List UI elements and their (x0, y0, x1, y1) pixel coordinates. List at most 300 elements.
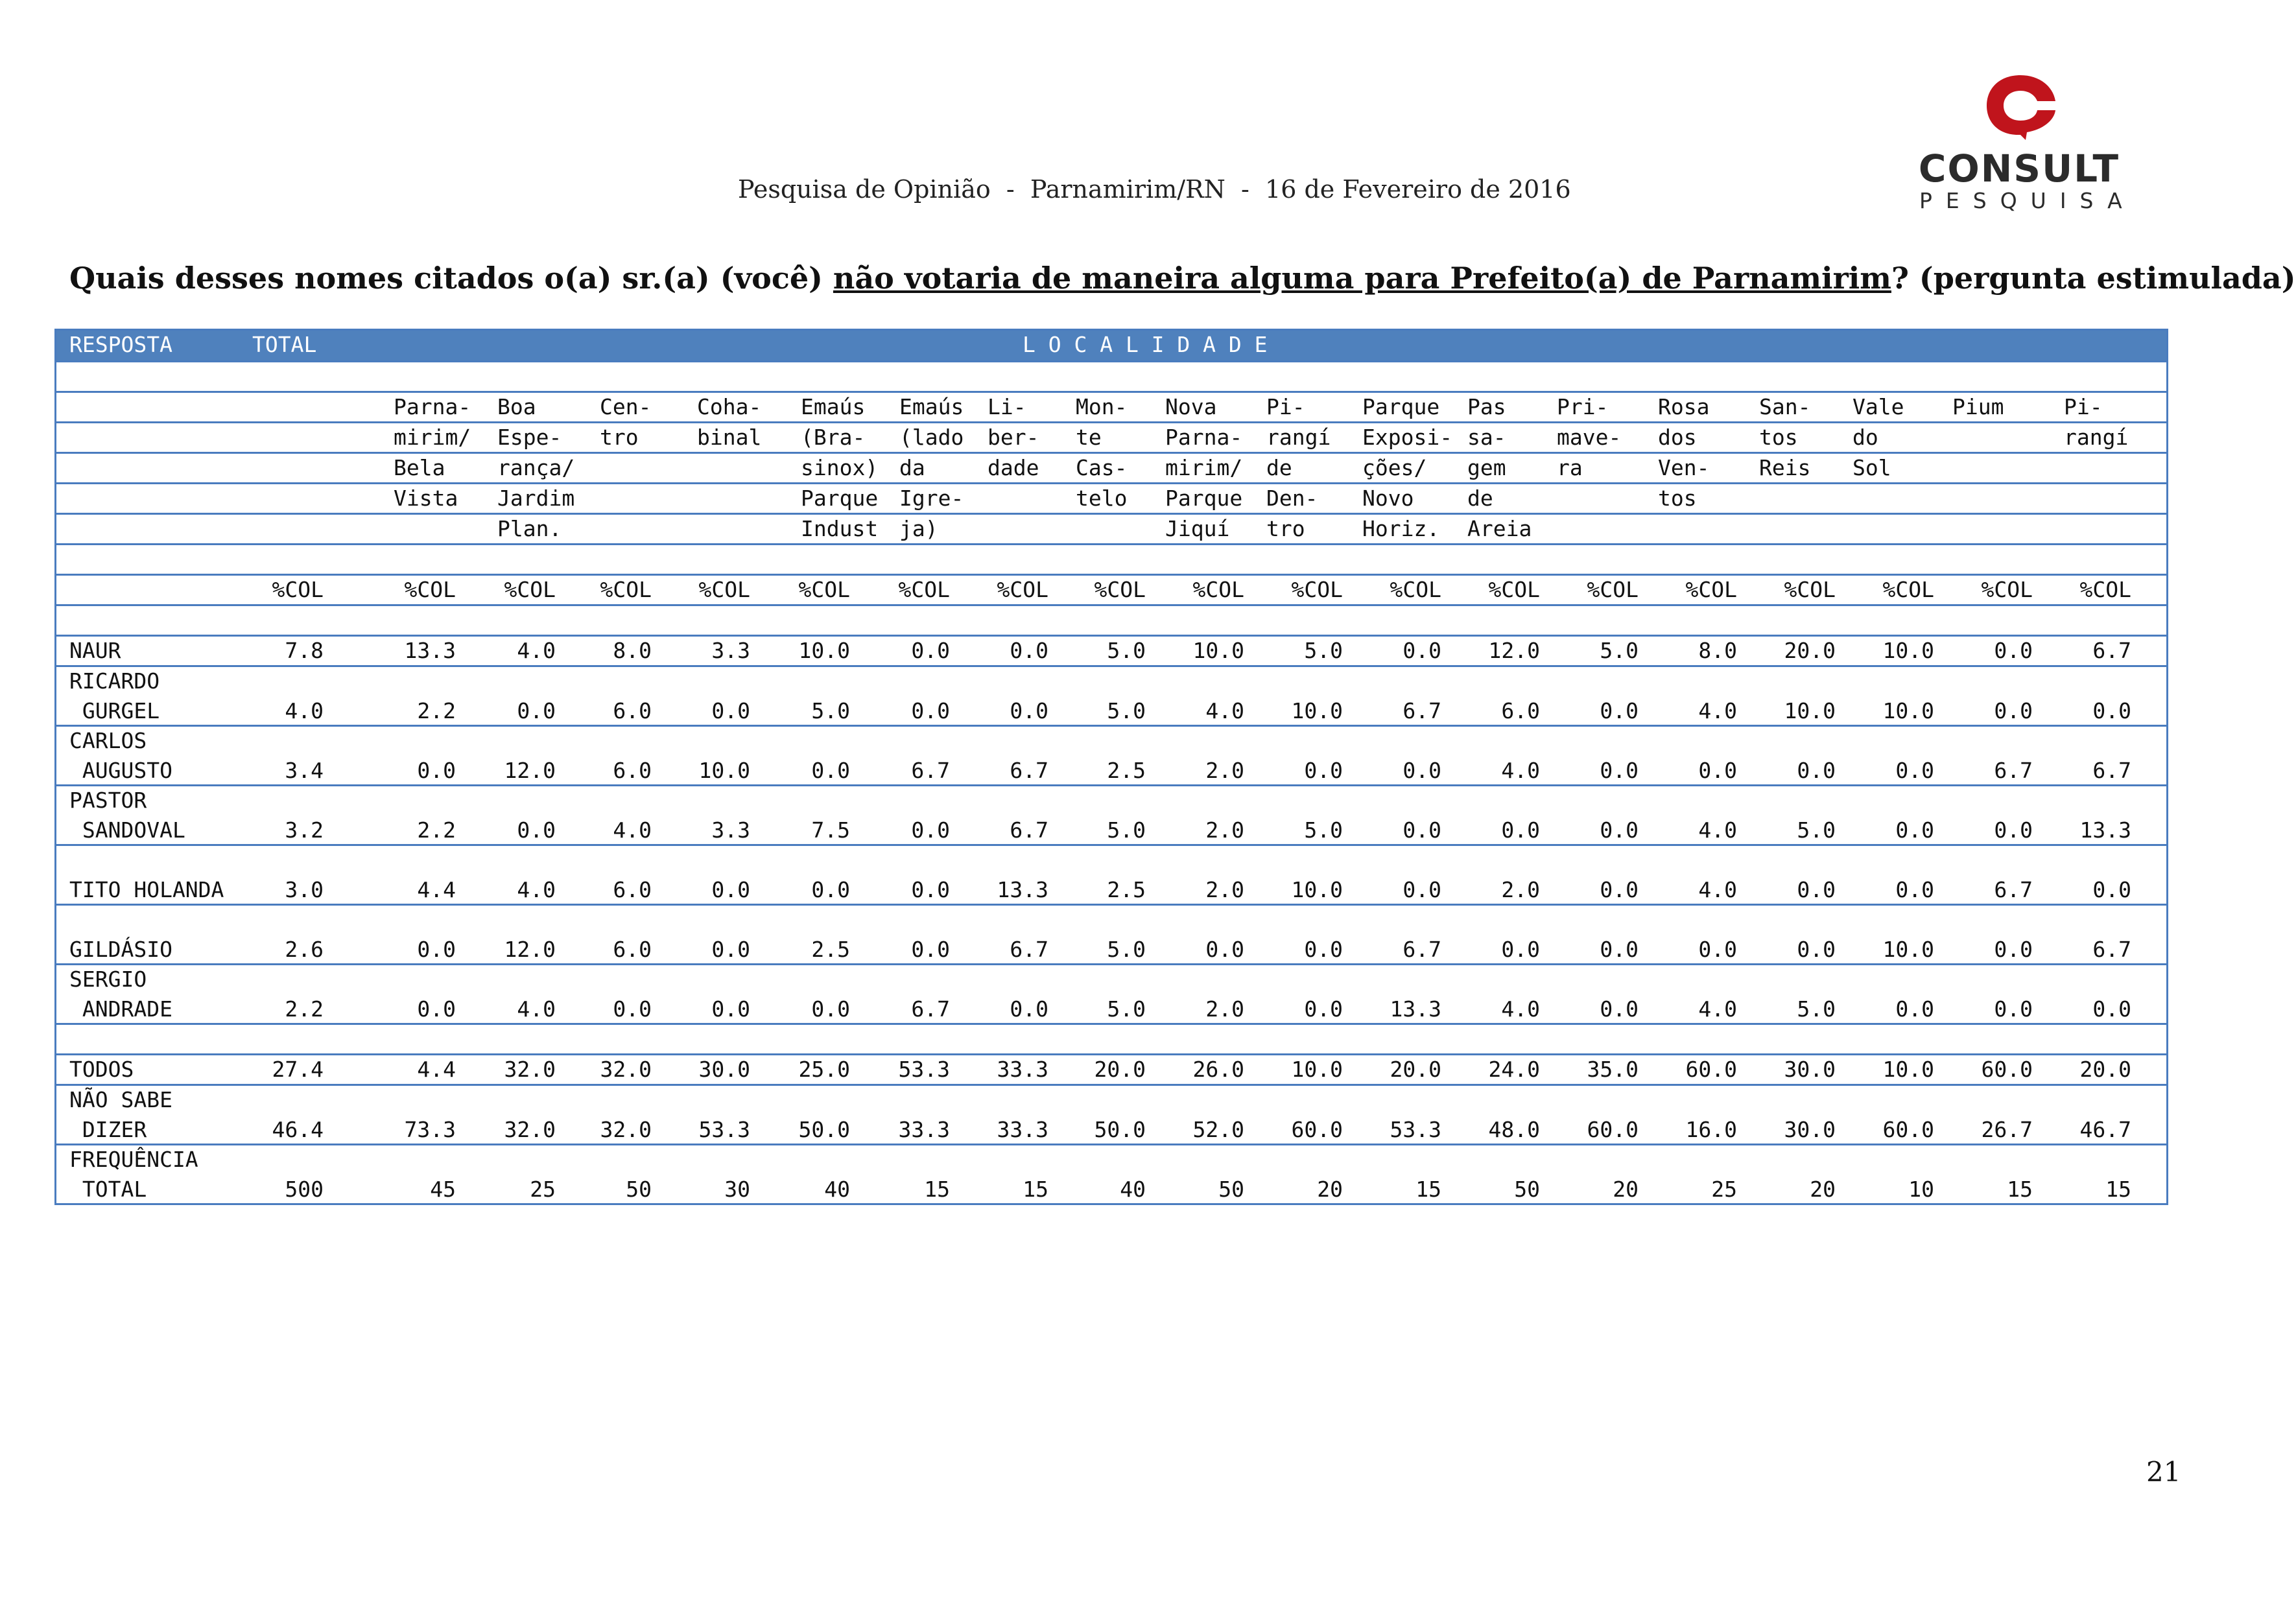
col-unit-label: %COL (1587, 577, 1639, 602)
value-cell: 10.0 (1291, 877, 1343, 902)
value-cell: 0.0 (2092, 698, 2131, 723)
value-cell: 10 (1908, 1177, 1934, 1202)
value-cell: 8.0 (613, 638, 652, 663)
value-cell: 30.0 (1784, 1057, 1836, 1082)
value-cell: 4.0 (517, 877, 556, 902)
value-cell: 25 (530, 1177, 556, 1202)
value-cell: 0.0 (1600, 877, 1639, 902)
value-cell: 0.0 (1010, 698, 1048, 723)
col-unit-label: %COL (2079, 577, 2131, 602)
header-localidade: L O C A L I D A D E (1023, 332, 1268, 357)
value-cell: 0.0 (1600, 817, 1639, 843)
column-3-header: Cen- (600, 394, 652, 419)
value-cell: 6.0 (613, 877, 652, 902)
value-cell: 12.0 (504, 937, 556, 962)
value-cell: 10.0 (1882, 937, 1934, 962)
consult-logo (1909, 70, 2136, 214)
value-cell: 4.0 (613, 817, 652, 843)
value-cell: 26.0 (1192, 1057, 1244, 1082)
column-3-header: tro (600, 425, 639, 450)
value-cell: 60.0 (1685, 1057, 1737, 1082)
value-cell: 0.0 (1402, 758, 1441, 783)
value-cell: 10.0 (698, 758, 750, 783)
value-cell: 0.0 (911, 817, 950, 843)
column-12-header: gem (1467, 455, 1506, 480)
value-cell: 45 (430, 1177, 456, 1202)
value-cell: 4.0 (517, 638, 556, 663)
table-row (56, 844, 2166, 904)
row-label-cont: ANDRADE (69, 996, 172, 1022)
page-number: 21 (2146, 1456, 2181, 1488)
value-cell: 10.0 (1784, 698, 1836, 723)
value-cell: 20 (1317, 1177, 1343, 1202)
value-cell: 0.0 (1994, 996, 2033, 1022)
value-cell: 53.3 (698, 1117, 750, 1142)
value-cell: 8.0 (1698, 638, 1737, 663)
column-1-header: mirim/ (394, 425, 471, 450)
value-cell: 5.0 (1107, 638, 1146, 663)
value-cell: 0.0 (517, 817, 556, 843)
value-cell: 0.0 (1010, 638, 1048, 663)
value-cell: 20.0 (1784, 638, 1836, 663)
value-cell: 0.0 (1698, 758, 1737, 783)
value-cell: 0.0 (811, 996, 850, 1022)
column-12-header: Pas (1467, 394, 1506, 419)
column-9-header: Jiquí (1165, 516, 1230, 541)
value-cell: 0.0 (1600, 996, 1639, 1022)
column-12-header: Areia (1467, 516, 1532, 541)
column-header-line-1 (56, 391, 2166, 421)
value-cell: 5.0 (811, 698, 850, 723)
value-cell: 5.0 (1797, 817, 1836, 843)
percent-col-row (56, 574, 2166, 604)
column-16-header: do (1852, 425, 1878, 450)
value-cell: 33.3 (997, 1057, 1048, 1082)
column-9-header: Parque (1165, 486, 1243, 511)
value-cell: 0.0 (711, 937, 750, 962)
value-cell: 0.0 (1600, 937, 1639, 962)
value-cell: 0.0 (1797, 937, 1836, 962)
value-cell: 2.0 (1205, 758, 1244, 783)
column-6-header: ja) (899, 516, 938, 541)
row-label: RICARDO (69, 668, 160, 694)
value-cell: 24.0 (1488, 1057, 1540, 1082)
value-cell: 0.0 (711, 698, 750, 723)
column-11-header: Exposi- (1362, 425, 1453, 450)
value-cell: 7.8 (285, 638, 324, 663)
value-cell: 6.0 (1501, 698, 1540, 723)
value-cell: 15 (1023, 1177, 1048, 1202)
value-cell: 500 (285, 1177, 324, 1202)
value-cell: 6.7 (1402, 698, 1441, 723)
value-cell: 3.4 (285, 758, 324, 783)
results-table (54, 329, 2168, 1205)
column-2-header: rança/ (497, 455, 575, 480)
value-cell: 53.3 (1390, 1117, 1441, 1142)
col-unit-label: %COL (1981, 577, 2033, 602)
column-header-line-4 (56, 482, 2166, 513)
value-cell: 6.0 (613, 698, 652, 723)
value-cell: 5.0 (1107, 698, 1146, 723)
consult-c-icon (1980, 70, 2061, 141)
col-unit-label: %COL (1291, 577, 1343, 602)
row-label-cont: GURGEL (69, 698, 160, 723)
survey-question (69, 261, 2296, 296)
value-cell: 50.0 (798, 1117, 850, 1142)
value-cell: 0.0 (1600, 698, 1639, 723)
value-cell: 0.0 (711, 996, 750, 1022)
value-cell: 0.0 (517, 698, 556, 723)
column-header-line-2 (56, 421, 2166, 452)
value-cell: 46.7 (2079, 1117, 2131, 1142)
value-cell: 50 (626, 1177, 652, 1202)
value-cell: 5.0 (1304, 817, 1343, 843)
value-cell: 6.7 (1994, 877, 2033, 902)
column-7-header: dade (988, 455, 1039, 480)
value-cell: 33.3 (997, 1117, 1048, 1142)
column-6-header: (lado (899, 425, 964, 450)
value-cell: 4.0 (1698, 877, 1737, 902)
column-11-header: ções/ (1362, 455, 1427, 480)
value-cell: 32.0 (600, 1117, 652, 1142)
row-label-cont: SANDOVAL (69, 817, 185, 843)
col-unit-label: %COL (1784, 577, 1836, 602)
value-cell: 2.0 (1501, 877, 1540, 902)
value-cell: 0.0 (1402, 817, 1441, 843)
column-17-header: Pium (1952, 394, 2004, 419)
value-cell: 5.0 (1797, 996, 1836, 1022)
column-14-header: tos (1658, 486, 1697, 511)
col-unit-label: %COL (1488, 577, 1540, 602)
value-cell: 15 (2105, 1177, 2131, 1202)
column-5-header: Emaús (801, 394, 866, 419)
value-cell: 2.2 (285, 996, 324, 1022)
value-cell: 0.0 (2092, 877, 2131, 902)
row-label: CARLOS (69, 728, 147, 753)
col-unit-label: %COL (698, 577, 750, 602)
column-13-header: mave- (1557, 425, 1622, 450)
row-label: GILDÁSIO (69, 937, 172, 962)
value-cell: 5.0 (1107, 937, 1146, 962)
value-cell: 60.0 (1291, 1117, 1343, 1142)
value-cell: 6.7 (2092, 758, 2131, 783)
value-cell: 20 (1613, 1177, 1639, 1202)
column-2-header: Boa (497, 394, 536, 419)
value-cell: 6.7 (2092, 638, 2131, 663)
row-label: NÃO SABE (69, 1087, 172, 1112)
row-label: PASTOR (69, 788, 147, 813)
col-unit-label: %COL (272, 577, 324, 602)
value-cell: 0.0 (1698, 937, 1737, 962)
row-label-cont: TOTAL (69, 1177, 147, 1202)
value-cell: 2.5 (1107, 877, 1146, 902)
column-14-header: dos (1658, 425, 1697, 450)
value-cell: 50 (1218, 1177, 1244, 1202)
column-10-header: Den- (1266, 486, 1318, 511)
value-cell: 0.0 (2092, 996, 2131, 1022)
value-cell: 3.0 (285, 877, 324, 902)
question-underlined: não votaria de maneira alguma para Prefeito(a) de Parnamirim (833, 261, 1891, 296)
value-cell: 6.0 (613, 758, 652, 783)
column-11-header: Parque (1362, 394, 1440, 419)
value-cell: 10.0 (1882, 698, 1934, 723)
table-row (56, 1053, 2166, 1084)
value-cell: 12.0 (1488, 638, 1540, 663)
column-18-header: Pi- (2064, 394, 2103, 419)
column-header-line-3 (56, 452, 2166, 482)
col-unit-label: %COL (798, 577, 850, 602)
column-2-header: Espe- (497, 425, 562, 450)
column-7-header: ber- (988, 425, 1039, 450)
value-cell: 0.0 (1010, 996, 1048, 1022)
column-10-header: rangí (1266, 425, 1331, 450)
column-header-line-5 (56, 513, 2166, 543)
value-cell: 3.3 (711, 638, 750, 663)
column-2-header: Plan. (497, 516, 562, 541)
value-cell: 10.0 (1291, 1057, 1343, 1082)
question-part-1: Quais desses nomes citados o(a) sr.(a) (você) (69, 261, 833, 296)
table-row (56, 963, 2166, 1023)
column-5-header: (Bra- (801, 425, 866, 450)
value-cell: 0.0 (1895, 817, 1934, 843)
logo-subtitle: PESQUISA (1919, 188, 2136, 213)
value-cell: 3.2 (285, 817, 324, 843)
value-cell: 2.0 (1205, 817, 1244, 843)
col-unit-label: %COL (600, 577, 652, 602)
value-cell: 15 (1415, 1177, 1441, 1202)
col-unit-label: %COL (1390, 577, 1441, 602)
value-cell: 6.7 (1010, 758, 1048, 783)
value-cell: 0.0 (1304, 758, 1343, 783)
value-cell: 0.0 (811, 877, 850, 902)
col-unit-label: %COL (1685, 577, 1737, 602)
row-label: NAUR (69, 638, 121, 663)
value-cell: 4.4 (417, 1057, 456, 1082)
value-cell: 0.0 (811, 758, 850, 783)
value-cell: 0.0 (1895, 996, 1934, 1022)
column-5-header: Indust (801, 516, 879, 541)
value-cell: 48.0 (1488, 1117, 1540, 1142)
value-cell: 2.2 (417, 698, 456, 723)
value-cell: 27.4 (272, 1057, 324, 1082)
value-cell: 60.0 (1882, 1117, 1934, 1142)
value-cell: 0.0 (1304, 996, 1343, 1022)
value-cell: 4.0 (1501, 758, 1540, 783)
value-cell: 15 (2007, 1177, 2033, 1202)
value-cell: 50 (1514, 1177, 1540, 1202)
column-8-header: Cas- (1076, 455, 1128, 480)
value-cell: 35.0 (1587, 1057, 1639, 1082)
value-cell: 10.0 (1882, 638, 1934, 663)
table-row (56, 784, 2166, 844)
column-5-header: Parque (801, 486, 879, 511)
value-cell: 0.0 (1797, 758, 1836, 783)
value-cell: 30.0 (698, 1057, 750, 1082)
row-label-cont: AUGUSTO (69, 758, 172, 783)
col-unit-label: %COL (997, 577, 1048, 602)
value-cell: 0.0 (1205, 937, 1244, 962)
row-label: TITO HOLANDA (69, 877, 224, 902)
value-cell: 7.5 (811, 817, 850, 843)
value-cell: 25 (1711, 1177, 1737, 1202)
column-9-header: Nova (1165, 394, 1217, 419)
value-cell: 4.4 (417, 877, 456, 902)
col-unit-label: %COL (404, 577, 456, 602)
value-cell: 0.0 (1304, 937, 1343, 962)
column-11-header: Novo (1362, 486, 1414, 511)
value-cell: 40 (1120, 1177, 1146, 1202)
column-4-header: binal (697, 425, 762, 450)
value-cell: 20.0 (2079, 1057, 2131, 1082)
table-row (56, 665, 2166, 725)
value-cell: 15 (924, 1177, 950, 1202)
value-cell: 4.0 (285, 698, 324, 723)
value-cell: 52.0 (1192, 1117, 1244, 1142)
value-cell: 3.3 (711, 817, 750, 843)
col-unit-label: %COL (1192, 577, 1244, 602)
value-cell: 0.0 (1600, 758, 1639, 783)
value-cell: 0.0 (1994, 698, 2033, 723)
column-10-header: de (1266, 455, 1292, 480)
value-cell: 53.3 (898, 1057, 950, 1082)
column-14-header: Ven- (1658, 455, 1710, 480)
value-cell: 0.0 (1895, 758, 1934, 783)
row-label: FREQUÊNCIA (69, 1147, 198, 1172)
column-15-header: San- (1759, 394, 1811, 419)
question-part-3: ? (pergunta estimulada) (1891, 261, 2296, 296)
value-cell: 6.7 (911, 758, 950, 783)
column-13-header: Pri- (1557, 394, 1609, 419)
value-cell: 46.4 (272, 1117, 324, 1142)
value-cell: 6.7 (2092, 937, 2131, 962)
value-cell: 0.0 (1797, 877, 1836, 902)
column-2-header: Jardim (497, 486, 575, 511)
value-cell: 0.0 (1994, 817, 2033, 843)
column-14-header: Rosa (1658, 394, 1710, 419)
value-cell: 60.0 (1981, 1057, 2033, 1082)
value-cell: 32.0 (504, 1057, 556, 1082)
value-cell: 6.7 (1010, 937, 1048, 962)
value-cell: 20.0 (1390, 1057, 1441, 1082)
table-row (56, 725, 2166, 784)
value-cell: 2.5 (811, 937, 850, 962)
column-15-header: tos (1759, 425, 1798, 450)
value-cell: 2.2 (417, 817, 456, 843)
value-cell: 6.7 (911, 996, 950, 1022)
table-row (56, 1084, 2166, 1144)
value-cell: 0.0 (911, 638, 950, 663)
column-6-header: da (899, 455, 925, 480)
col-unit-label: %COL (1882, 577, 1934, 602)
value-cell: 6.7 (1010, 817, 1048, 843)
value-cell: 0.0 (1895, 877, 1934, 902)
column-1-header: Parna- (394, 394, 471, 419)
column-13-header: ra (1557, 455, 1583, 480)
value-cell: 4.0 (1698, 698, 1737, 723)
header-resposta: RESPOSTA (69, 332, 172, 357)
blank-row (56, 1023, 2166, 1053)
table-row (56, 904, 2166, 963)
column-12-header: sa- (1467, 425, 1506, 450)
value-cell: 0.0 (911, 937, 950, 962)
row-label-cont: DIZER (69, 1117, 147, 1142)
value-cell: 0.0 (1994, 937, 2033, 962)
value-cell: 13.3 (2079, 817, 2131, 843)
column-12-header: de (1467, 486, 1493, 511)
value-cell: 32.0 (504, 1117, 556, 1142)
value-cell: 6.7 (1994, 758, 2033, 783)
value-cell: 32.0 (600, 1057, 652, 1082)
value-cell: 0.0 (911, 877, 950, 902)
table-row (56, 635, 2166, 665)
column-6-header: Igre- (899, 486, 964, 511)
value-cell: 5.0 (1107, 996, 1146, 1022)
blank-row (56, 360, 2166, 391)
value-cell: 4.0 (517, 996, 556, 1022)
value-cell: 0.0 (711, 877, 750, 902)
column-10-header: Pi- (1266, 394, 1305, 419)
value-cell: 40 (824, 1177, 850, 1202)
row-label: SERGIO (69, 967, 147, 992)
value-cell: 5.0 (1107, 817, 1146, 843)
column-18-header: rangí (2064, 425, 2129, 450)
value-cell: 4.0 (1698, 996, 1737, 1022)
value-cell: 10.0 (1291, 698, 1343, 723)
value-cell: 50.0 (1094, 1117, 1146, 1142)
table-header-row (56, 331, 2166, 360)
value-cell: 0.0 (417, 996, 456, 1022)
column-7-header: Li- (988, 394, 1026, 419)
value-cell: 4.0 (1501, 996, 1540, 1022)
value-cell: 26.7 (1981, 1117, 2033, 1142)
value-cell: 0.0 (1501, 937, 1540, 962)
col-unit-label: %COL (1094, 577, 1146, 602)
value-cell: 2.5 (1107, 758, 1146, 783)
value-cell: 0.0 (1402, 877, 1441, 902)
value-cell: 2.6 (285, 937, 324, 962)
column-8-header: Mon- (1076, 394, 1128, 419)
value-cell: 13.3 (1390, 996, 1441, 1022)
value-cell: 4.0 (1205, 698, 1244, 723)
column-6-header: Emaús (899, 394, 964, 419)
column-8-header: te (1076, 425, 1102, 450)
value-cell: 13.3 (997, 877, 1048, 902)
col-unit-label: %COL (898, 577, 950, 602)
value-cell: 73.3 (404, 1117, 456, 1142)
value-cell: 33.3 (898, 1117, 950, 1142)
value-cell: 10.0 (1882, 1057, 1934, 1082)
header-total: TOTAL (252, 332, 317, 357)
value-cell: 10.0 (1192, 638, 1244, 663)
column-9-header: Parna- (1165, 425, 1243, 450)
value-cell: 30 (724, 1177, 750, 1202)
value-cell: 16.0 (1685, 1117, 1737, 1142)
value-cell: 6.0 (613, 937, 652, 962)
report-header-title: Pesquisa de Opinião - Parnamirim/RN - 16 de Fevereiro de 2016 (738, 175, 1571, 204)
value-cell: 5.0 (1600, 638, 1639, 663)
value-cell: 12.0 (504, 758, 556, 783)
column-9-header: mirim/ (1165, 455, 1243, 480)
column-1-header: Bela (394, 455, 445, 480)
column-4-header: Coha- (697, 394, 762, 419)
column-5-header: sinox) (801, 455, 879, 480)
value-cell: 60.0 (1587, 1117, 1639, 1142)
column-11-header: Horiz. (1362, 516, 1440, 541)
value-cell: 0.0 (911, 698, 950, 723)
value-cell: 20 (1810, 1177, 1836, 1202)
column-16-header: Vale (1852, 394, 1904, 419)
column-1-header: Vista (394, 486, 458, 511)
